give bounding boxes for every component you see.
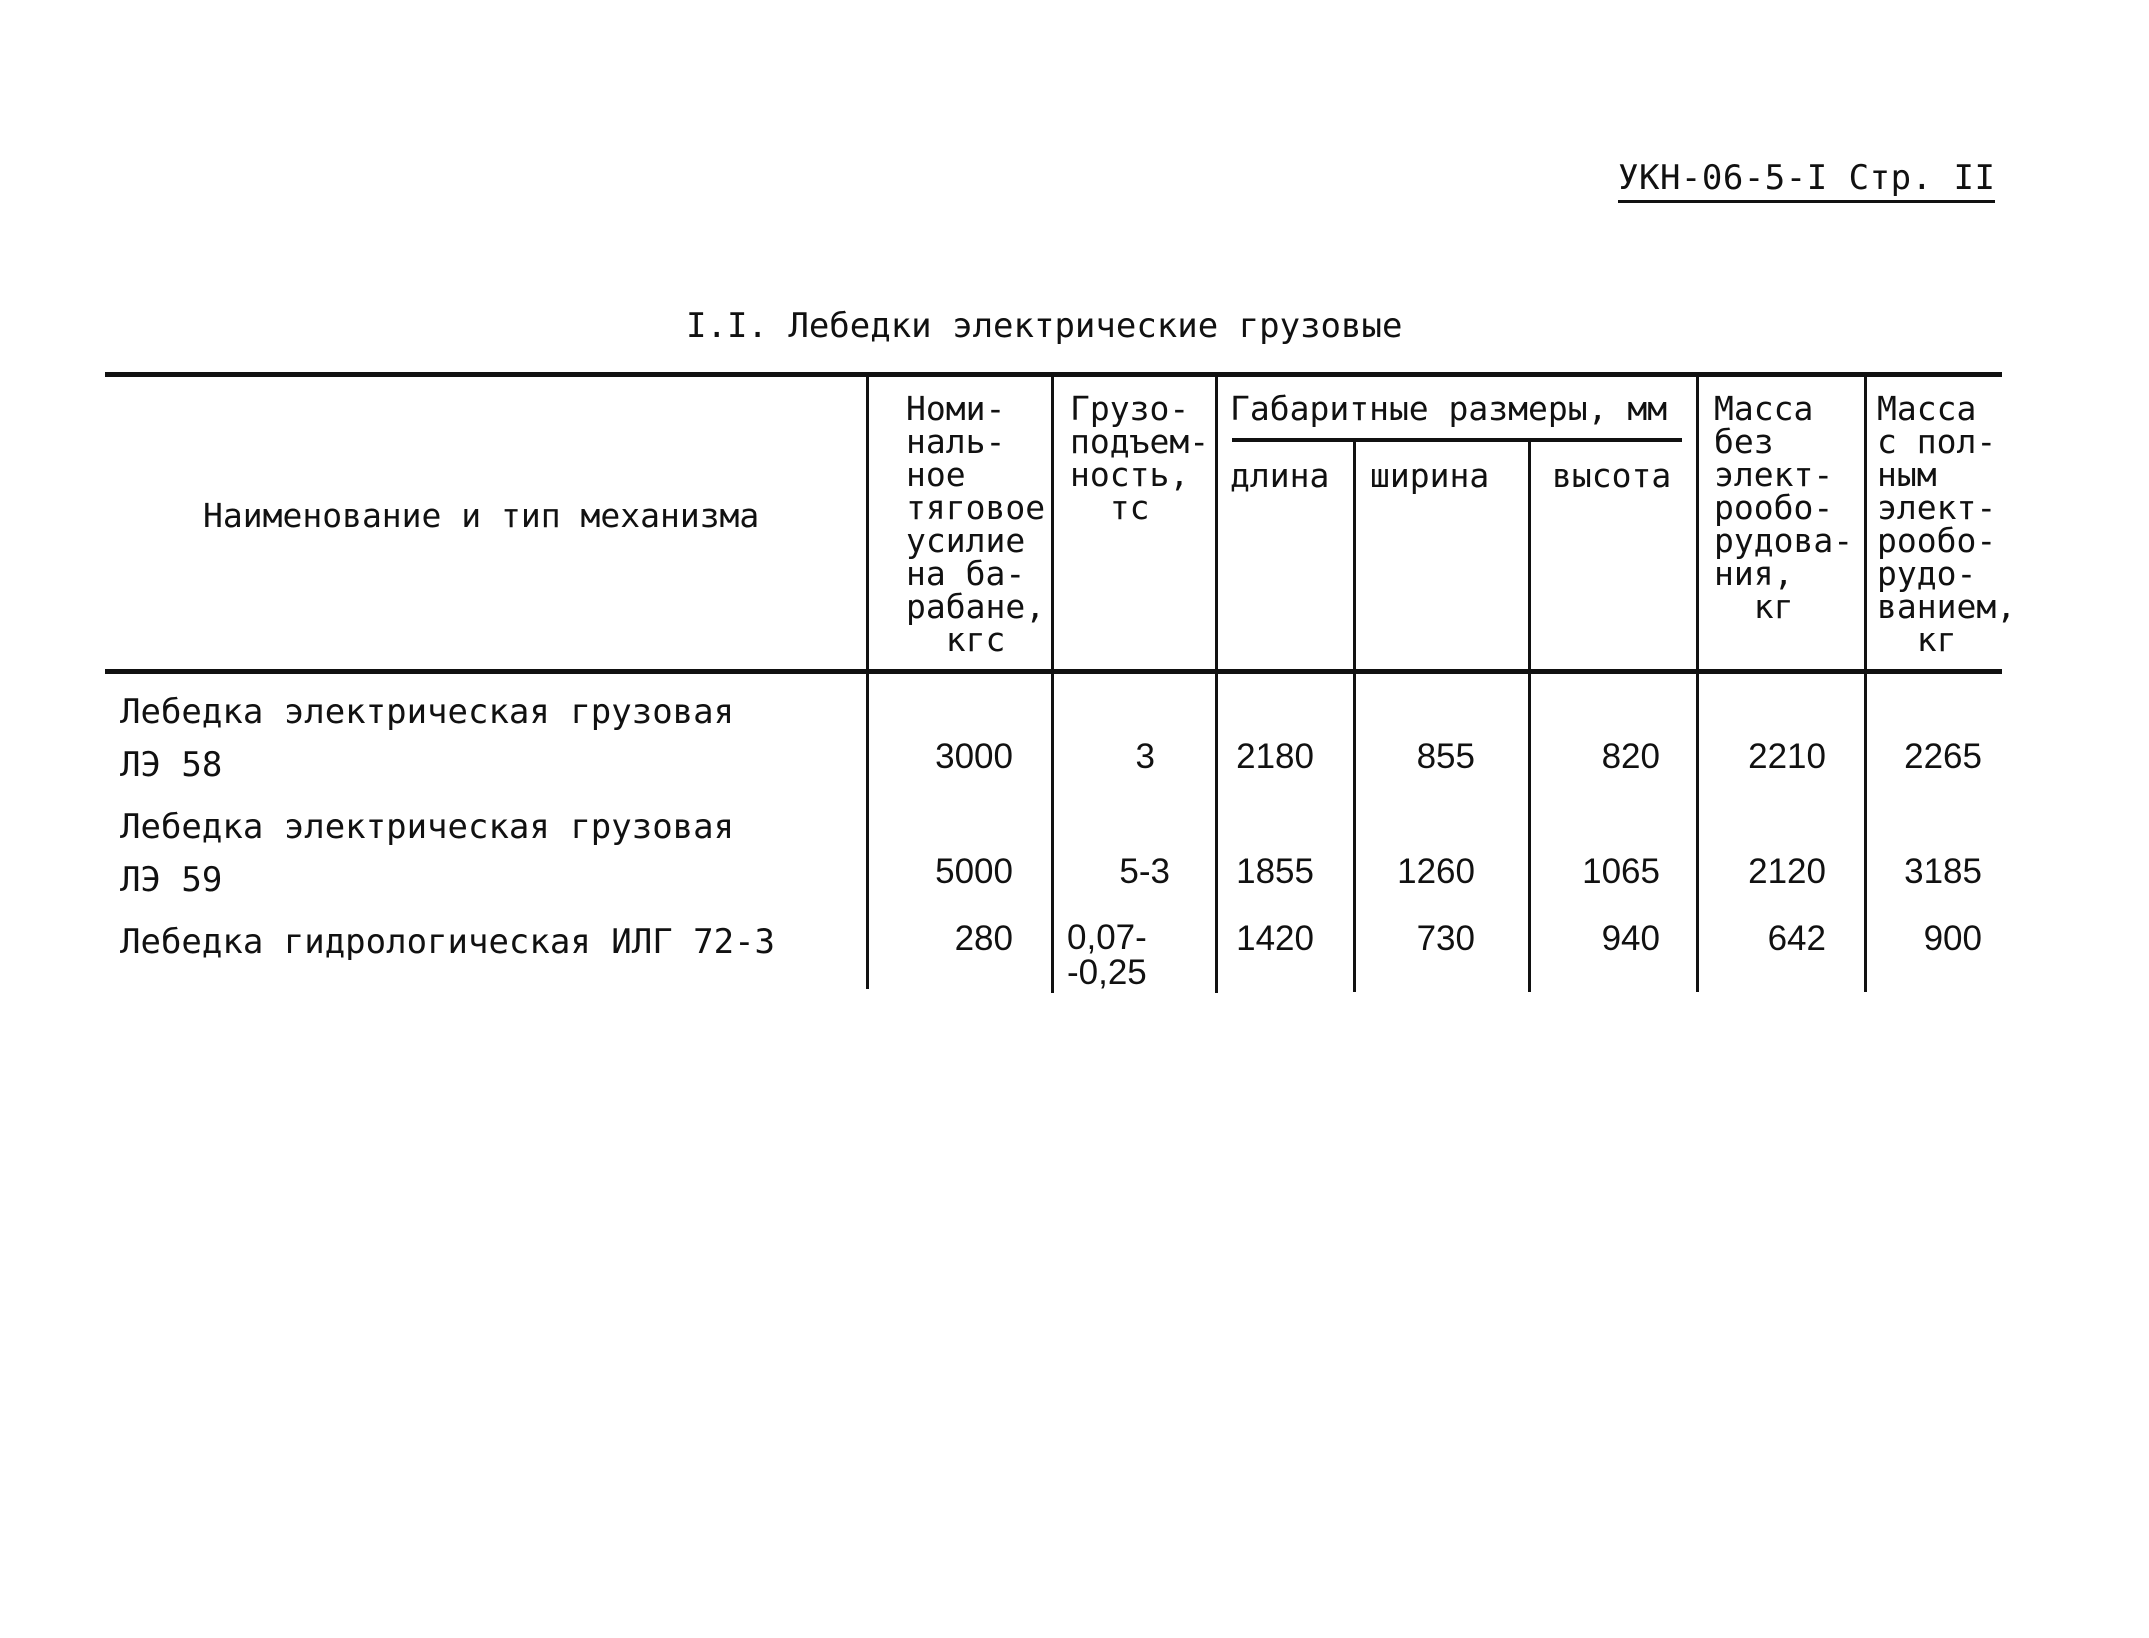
page-reference: УКН-06-5-I Стр. II <box>1618 158 1995 203</box>
cell-mass-with: 900 <box>1923 919 1982 958</box>
column-divider <box>1696 374 1699 992</box>
column-divider <box>866 374 869 989</box>
cell-length: 1855 <box>1236 852 1314 891</box>
column-divider <box>1051 374 1054 993</box>
header-force: Номи- наль- ное тяговое усилие на ба- рабане, кгс <box>906 389 1046 659</box>
cell-force: 280 <box>954 919 1013 958</box>
cell-mass-without: 2210 <box>1748 737 1826 776</box>
table-row-name: Лебедка электрическая грузовая ЛЭ 58 <box>120 692 735 785</box>
cell-mass-with: 2265 <box>1904 737 1982 776</box>
cell-force: 5000 <box>935 852 1013 891</box>
table-title: I.I. Лебедки электрические грузовые <box>686 306 1403 346</box>
column-divider <box>1353 440 1356 992</box>
cell-mass-without: 642 <box>1767 919 1826 958</box>
table-row-name: Лебедка электрическая грузовая ЛЭ 59 <box>120 807 735 900</box>
cell-force: 3000 <box>935 737 1013 776</box>
cell-width: 1260 <box>1397 852 1475 891</box>
column-divider <box>1528 440 1531 992</box>
cell-mass-with: 3185 <box>1904 852 1982 891</box>
header-dimensions-group: Габаритные размеры, мм <box>1230 389 1668 428</box>
header-mass-with: Масса с пол- ным элект- рообо- рудо- ванием, кг <box>1877 389 2017 659</box>
column-divider <box>1864 374 1867 992</box>
cell-mass-without: 2120 <box>1748 852 1826 891</box>
cell-capacity: 5-3 <box>1119 852 1170 891</box>
cell-height: 820 <box>1601 737 1660 776</box>
cell-capacity: 0,07- -0,25 <box>1067 918 1147 992</box>
cell-height: 940 <box>1601 919 1660 958</box>
cell-height: 1065 <box>1582 852 1660 891</box>
header-height: высота <box>1552 456 1672 495</box>
header-mass-without: Масса без элект- рообо- рудова- ния, кг <box>1714 389 1854 626</box>
cell-width: 730 <box>1416 919 1475 958</box>
header-name: Наименование и тип механизма <box>203 496 760 535</box>
header-capacity: Грузо- подъем- ность, тс <box>1070 389 1210 527</box>
table-row-name: Лебедка гидрологическая ИЛГ 72-3 <box>120 922 776 962</box>
column-divider <box>1215 374 1218 993</box>
cell-length: 1420 <box>1236 919 1314 958</box>
cell-length: 2180 <box>1236 737 1314 776</box>
cell-width: 855 <box>1416 737 1475 776</box>
header-width: ширина <box>1370 456 1490 495</box>
dims-group-rule <box>1232 438 1682 442</box>
header-length: длина <box>1230 456 1330 495</box>
cell-capacity: 3 <box>1135 737 1155 776</box>
